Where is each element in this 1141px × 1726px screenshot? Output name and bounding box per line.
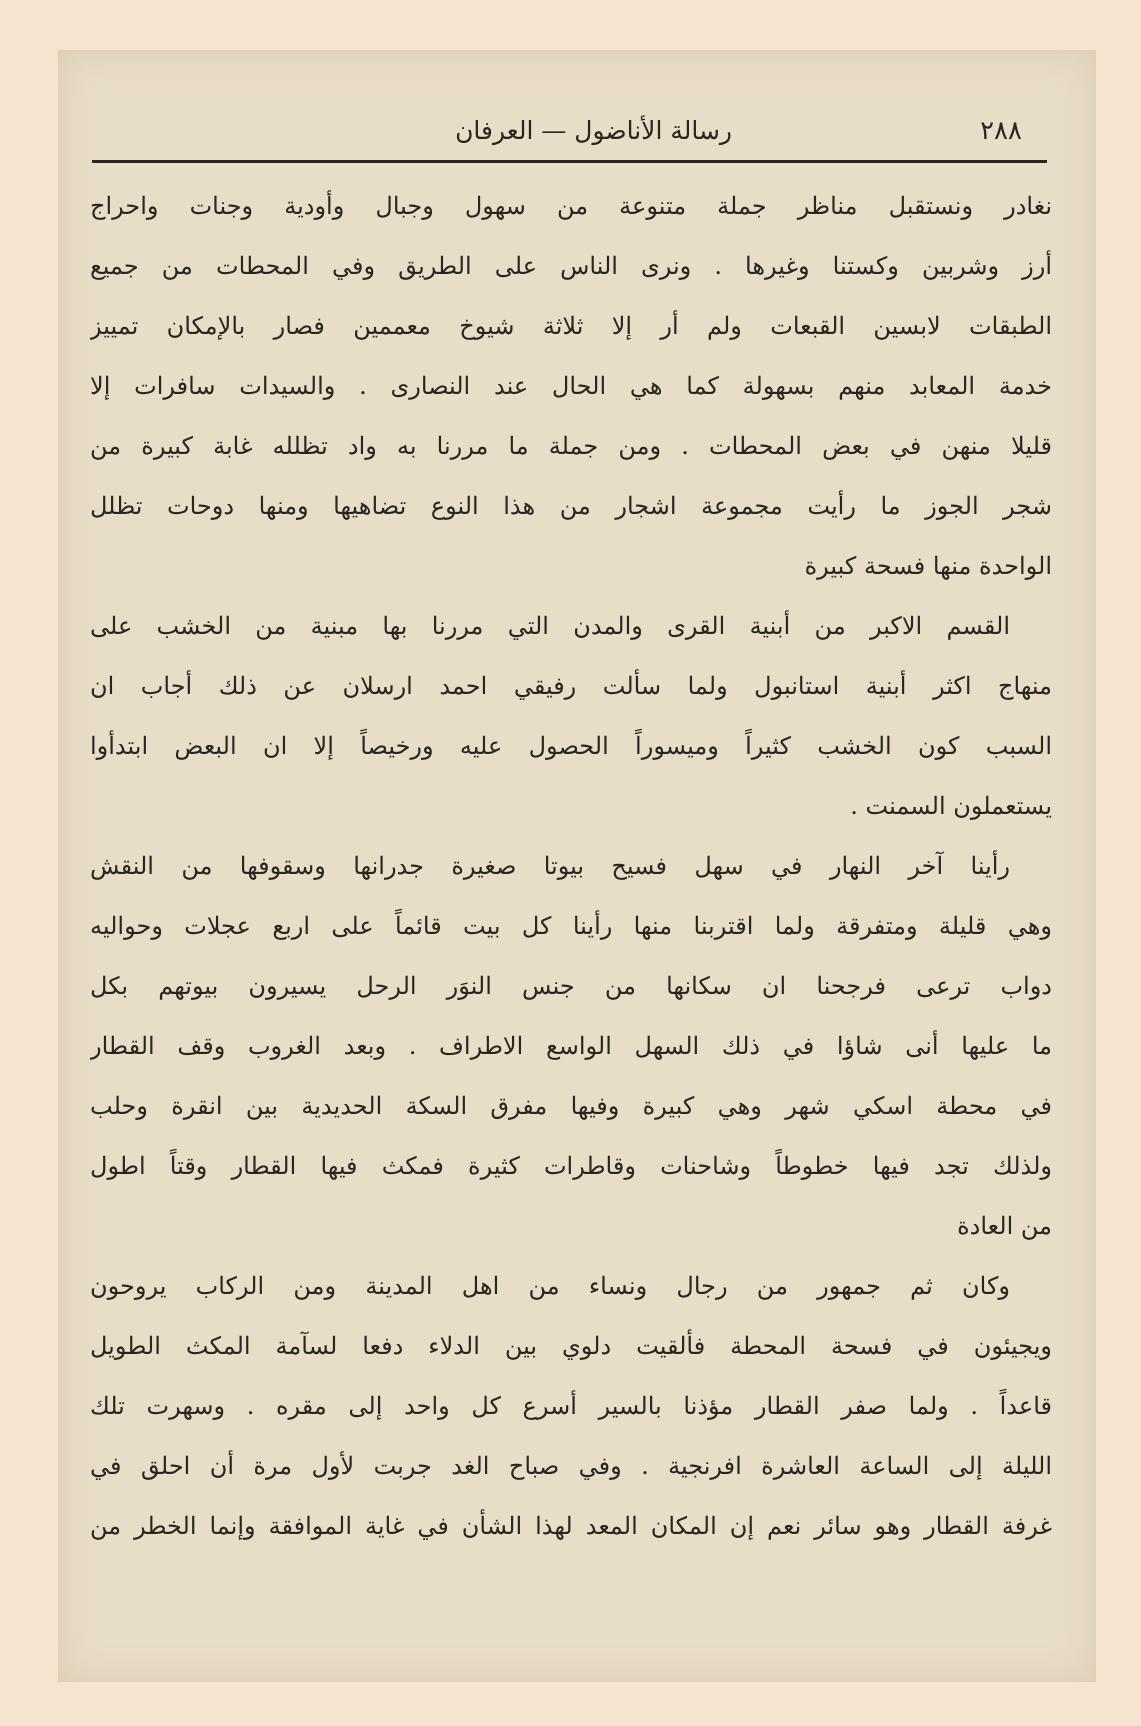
text-line: دواب ترعى فرجحنا ان سكانها من جنس النوَر الرحل يسيرون بيوتهم بكل [90,972,1052,1000]
text-line: خدمة المعابد منهم بسهولة كما هي الحال عند النصارى . والسيدات سافرات إلا [90,372,1052,400]
text-line: يستعملون السمنت . [850,792,1052,820]
text-line: قليلا منهن في بعض المحطات . ومن جملة ما مررنا به واد تظلله غابة كبيرة من [90,432,1052,460]
text-line: ما عليها أنى شاؤا في ذلك السهل الواسع الاطراف . وبعد الغروب وقف القطار [90,1032,1052,1060]
text-line: في محطة اسكي شهر وهي كبيرة وفيها مفرق السكة الحديدية بين انقرة وحلب [90,1092,1052,1120]
text-line: القسم الاكبر من أبنية القرى والمدن التي مررنا بها مبنية من الخشب على [90,612,1010,640]
text-line: ويجيئون في فسحة المحطة فألقيت دلوي بين الدلاء دفعا لسآمة المكث الطويل [90,1332,1052,1360]
paragraph [90,836,1052,1256]
paragraph [90,1256,1052,1556]
text-line: الليلة إلى الساعة العاشرة افرنجية . وفي صباح الغد جربت لأول مرة أن احلق في [90,1452,1052,1480]
page-header [92,108,1022,154]
running-title: رسالة الأناضول — العرفان [455,116,732,145]
text-line: الطبقات لابسين القبعات ولم أر إلا ثلاثة شيوخ معممين فصار بالإمكان تمييز [90,312,1052,340]
text-line: منهاج اكثر أبنية استانبول ولما سألت رفيقي احمد ارسلان عن ذلك أجاب ان [90,672,1052,700]
page-number: ٢٨٨ [980,116,1022,146]
text-line: نغادر ونستقبل مناظر جملة متنوعة من سهول وجبال وأودية وجنات واحراج [90,192,1052,220]
text-line: أرز وشربين وكستنا وغيرها . ونرى الناس على الطريق وفي المحطات من جميع [90,252,1052,280]
text-line: السبب كون الخشب كثيراً وميسوراً الحصول عليه ورخيصاً إلا ان البعض ابتدأوا [90,732,1052,760]
text-line: وكان ثم جمهور من رجال ونساء من اهل المدينة ومن الركاب يروحون [90,1272,1010,1300]
text-line: رأينا آخر النهار في سهل فسيح بيوتا صغيرة جدرانها وسقوفها من النقش [90,852,1010,880]
article-body [90,176,1052,1556]
header-rule [92,160,1047,163]
text-line: وهي قليلة ومتفرقة ولما اقتربنا منها رأينا كل بيت قائماً على اربع عجلات وحواليه [90,912,1052,940]
paragraph [90,176,1052,596]
text-line: الواحدة منها فسحة كبيرة [804,552,1052,580]
paragraph [90,596,1052,836]
text-line: من العادة [957,1212,1052,1240]
text-line: شجر الجوز ما رأيت مجموعة اشجار من هذا النوع تضاهيها ومنها دوحات تظلل [90,492,1052,520]
text-line: قاعداً . ولما صفر القطار مؤذنا بالسير أسرع كل واحد إلى مقره . وسهرت تلك [90,1392,1052,1420]
text-line: ولذلك تجد فيها خطوطاً وشاحنات وقاطرات كثيرة فمكث فيها القطار وقتاً اطول [90,1152,1052,1180]
text-line: غرفة القطار وهو سائر نعم إن المكان المعد لهذا الشأن في غاية الموافقة وإنما الخطر من [90,1512,1052,1540]
